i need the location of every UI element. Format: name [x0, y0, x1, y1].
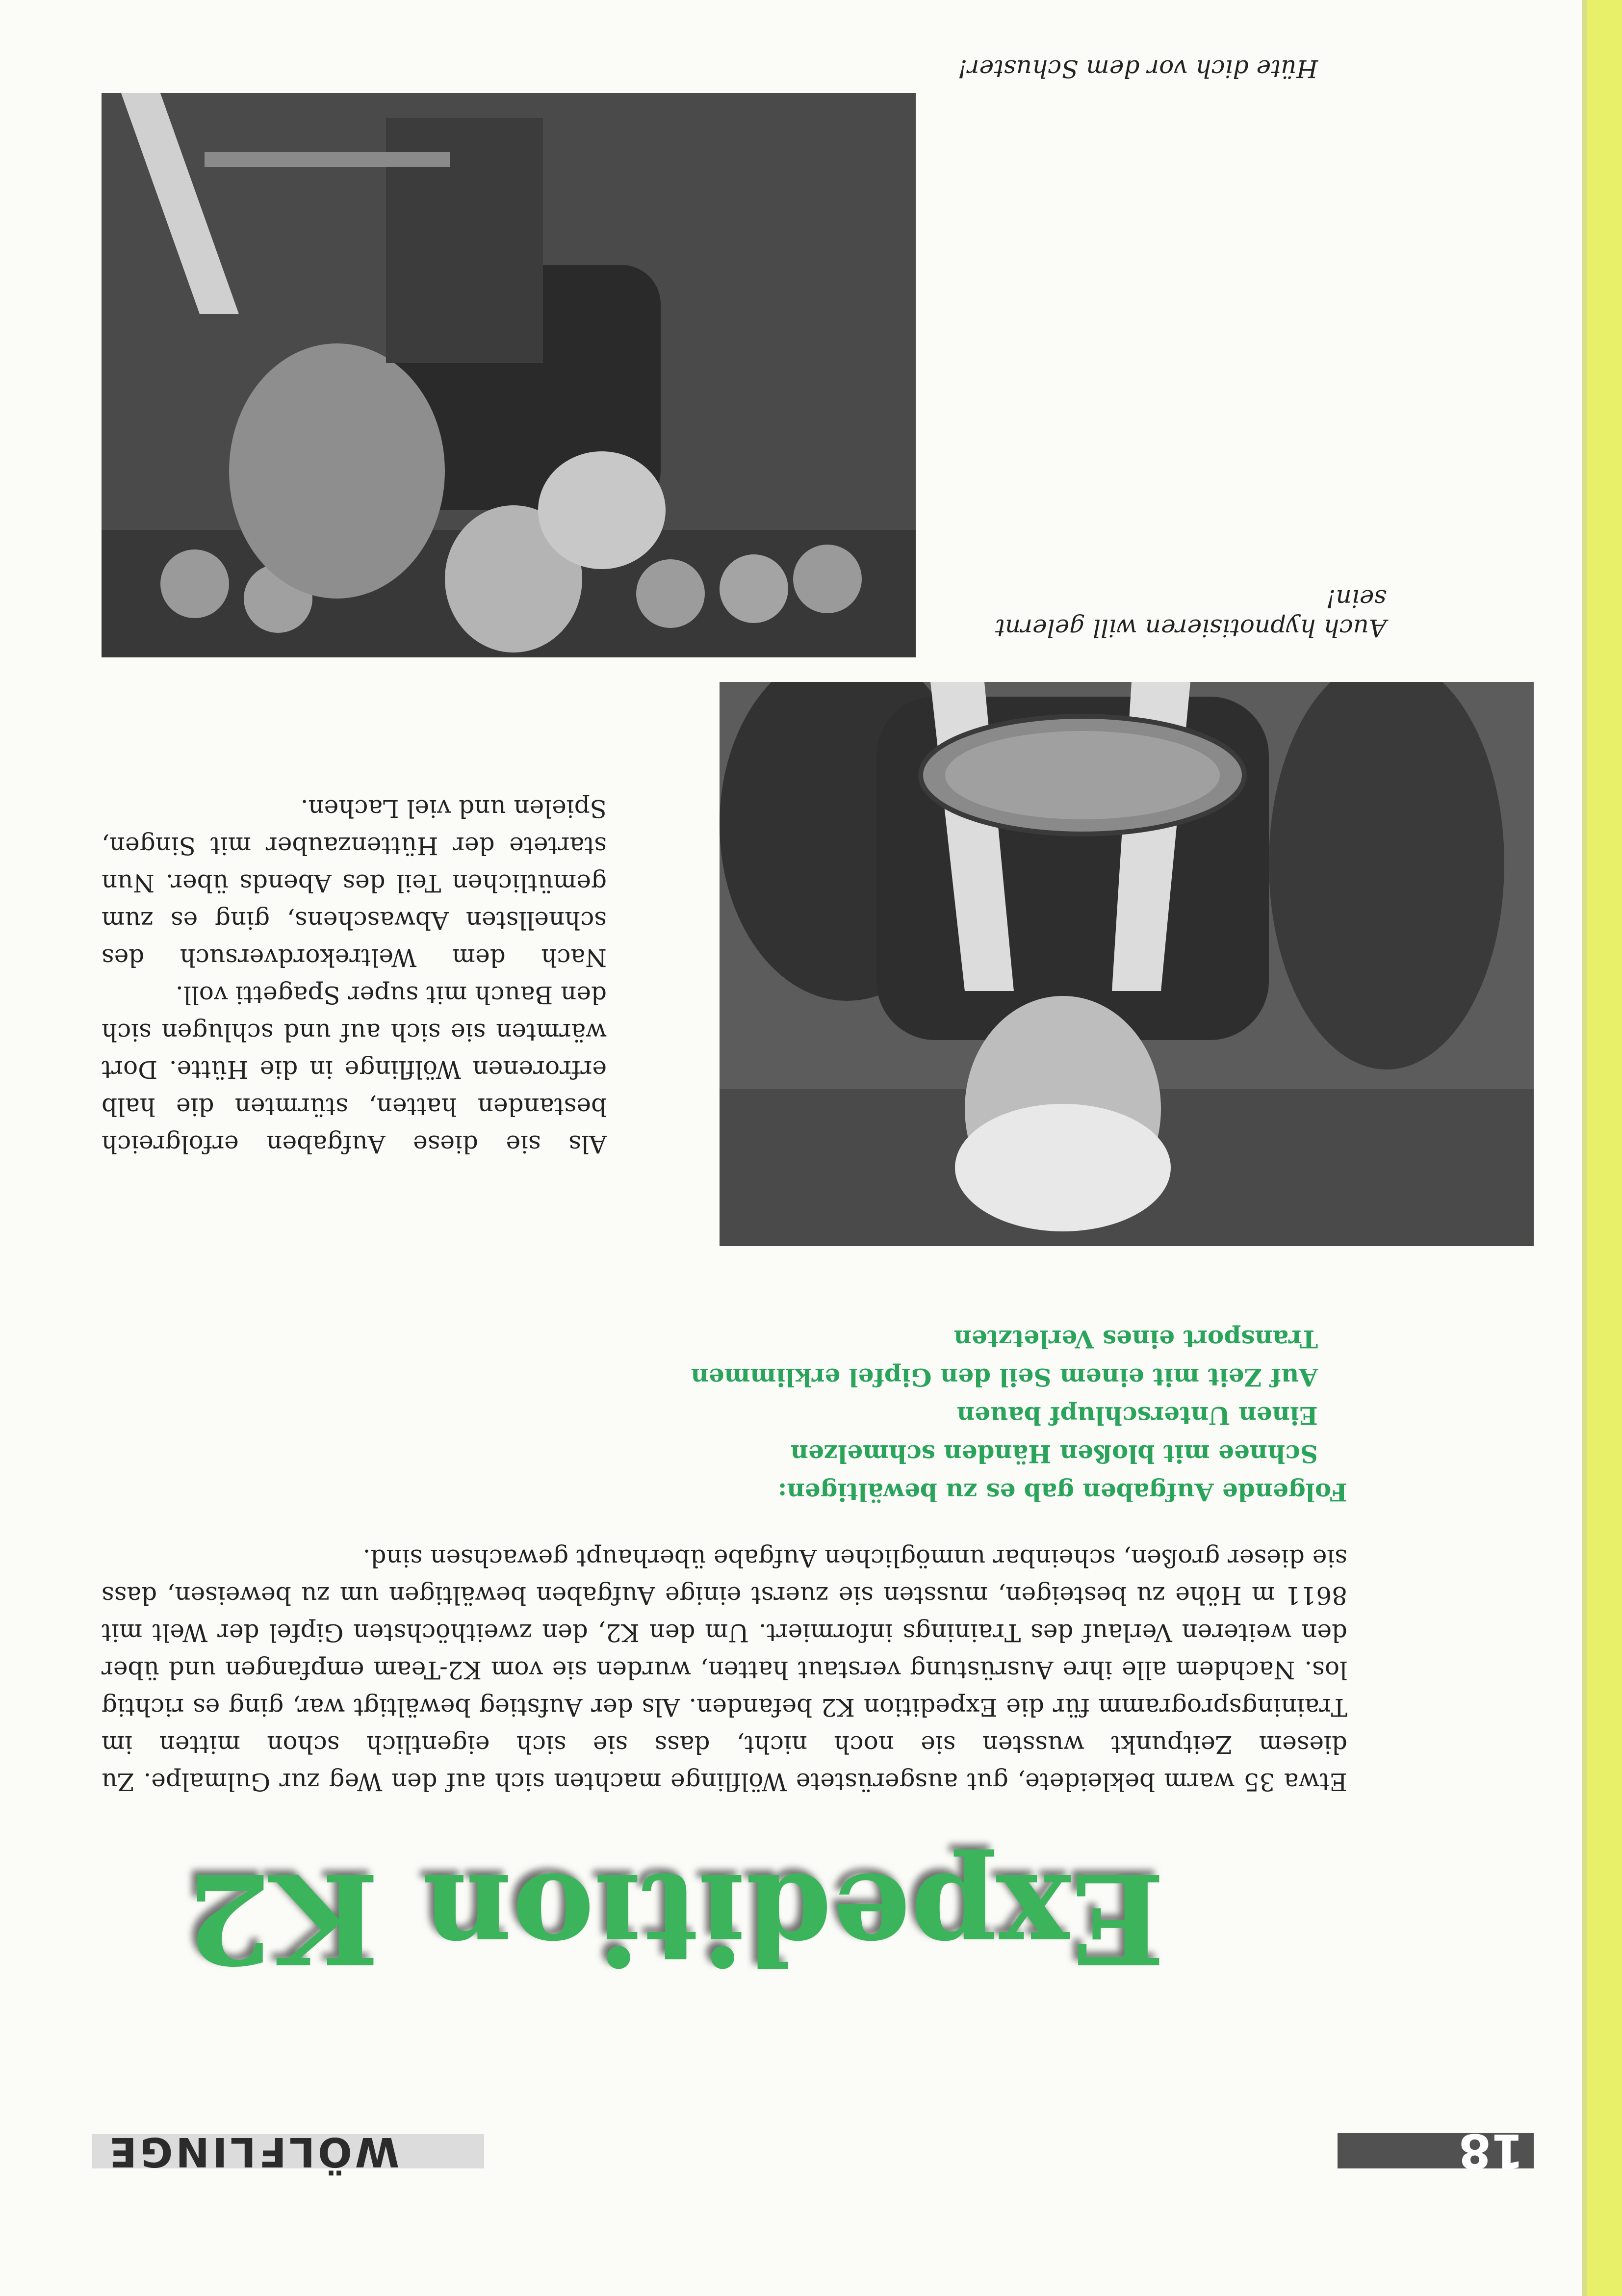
photo-cobbler-caption: Hüte dich vor dem Schuster! [957, 54, 1318, 83]
photo-hypnotizing-image [720, 682, 1534, 1246]
tasks-heading: Folgende Aufgaben gab es zu bewältigen: [777, 1478, 1347, 1507]
right-column-text [102, 790, 607, 1163]
intro-text-block [102, 1539, 1347, 1800]
section-name: WÖLFLINGE [106, 2128, 400, 2175]
photo-cobbler-game [102, 93, 916, 657]
task-item: Transport eines Verletzten [953, 1325, 1318, 1354]
paragraph-arrival: Als sie diese Aufgaben erfolgreich bestanden hatten, stürmten die halb erfrorenen Wölflinge in die Hütte. Dort wärmten sie sich auf und schlugen sich den Bauch mit super Spagetti voll. [102, 981, 607, 1158]
task-list [102, 1320, 1347, 1473]
photo-cobbler-image [102, 93, 916, 657]
article-title: Expedition K2 [185, 1846, 1165, 1991]
photo-hypnotizing-caption: Auch hypnotisieren will gelernt sein! [995, 584, 1387, 642]
task-list-block [102, 1320, 1347, 1511]
task-item: Schnee mit bloßen Händen schmelzen [790, 1439, 1318, 1468]
intro-paragraph: Etwa 35 warm bekleidete, gut ausgerüstete Wölflinge machten sich auf den Weg zur Gulmalpe. Zu diesem Zeitpunkt wussten sie noch nicht, dass sie sich eigentlich schon mitten im Trainingsprogramm für die Expedition K2 befanden. Als der Aufstieg bewältigt war, ging es richtig los. Nachdem alle ihre Ausrüstung verstaut hatten, wurden sie vom K2-Team empfangen und über den weiteren Verlauf des Trainings informiert. Um den K2, den zweithöchsten Gipfel der Welt mit 8611 m Höhe zu besteigen, mussten sie zuerst einige Aufgaben bewältigen um zu beweisen, dass sie dieser großen, scheinbar unmöglichen Aufgabe überhaupt gewachsen sind. [102, 1544, 1347, 1796]
paragraph-evening: Nach dem Weltrekordversuch des schnellsten Abwaschens, ging es zum gemütlichen Teil des Abends über. Nun startete der Hüttenzauber mit Singen, Spielen und viel Lachen. [102, 794, 607, 972]
binding-edge [1587, 0, 1622, 2296]
task-item: Auf Zeit mit einem Seil den Gipfel erklimmen [691, 1363, 1318, 1392]
task-item: Einen Unterschlupf bauen [956, 1401, 1318, 1430]
binding-edge-shadow [1582, 0, 1587, 2296]
photo-hypnotizing [720, 682, 1534, 1246]
page-number: 18 [1458, 2123, 1524, 2178]
